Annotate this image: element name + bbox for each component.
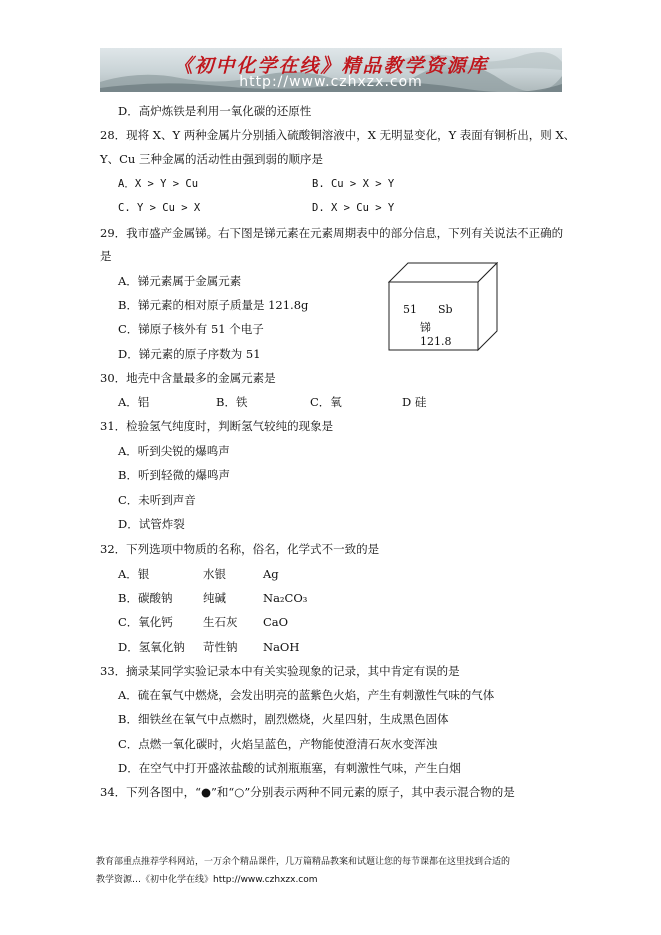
footer-line-2: 教学资源…《初中化学在线》http://www.czhxzx.com bbox=[96, 875, 318, 885]
q32-row-c-label: C．氧化钙 bbox=[118, 615, 173, 629]
element-number: 51 bbox=[403, 303, 417, 316]
q31-option-c: C．未听到声音 bbox=[118, 493, 196, 507]
question-28-text-cont: Y、Cu 三种金属的活动性由强到弱的顺序是 bbox=[100, 152, 323, 166]
prev-option-d: D．高炉炼铁是利用一氧化碳的还原性 bbox=[118, 104, 312, 118]
q32-row-d-formula: NaOH bbox=[263, 640, 300, 654]
q33-option-a: A．硫在氧气中燃烧，会发出明亮的蓝紫色火焰，产生有刺激性气味的气体 bbox=[118, 688, 495, 702]
q30-option-b: B．铁 bbox=[216, 395, 248, 409]
q28-option-b: B. Cu > X > Y bbox=[312, 178, 395, 190]
q32-row-a-formula: Ag bbox=[263, 567, 279, 581]
question-31-text: 31．检验氢气纯度时，判断氢气较纯的现象是 bbox=[100, 419, 334, 433]
banner-url[interactable]: http://www.czhxzx.com bbox=[239, 74, 423, 90]
question-28-text: 28．现将 X、Y 两种金属片分别插入硫酸铜溶液中，X 无明显变化，Y 表面有铜析出，则 X、 bbox=[100, 128, 576, 142]
q32-row-a-common: 水银 bbox=[203, 567, 226, 581]
q28-option-d: D. X > Cu > Y bbox=[312, 202, 395, 214]
q31-option-a: A．听到尖锐的爆鸣声 bbox=[118, 444, 230, 458]
q33-option-c: C．点燃一氧化碳时，火焰呈蓝色，产物能使澄清石灰水变浑浊 bbox=[118, 737, 438, 751]
element-name: 锑 bbox=[420, 321, 431, 334]
q33-option-d: D．在空气中打开盛浓盐酸的试剂瓶瓶塞，有刺激性气味，产生白烟 bbox=[118, 761, 461, 775]
q29-option-a: A．锑元素属于金属元素 bbox=[118, 274, 242, 288]
q32-row-b-label: B．碳酸钠 bbox=[118, 591, 173, 605]
element-symbol: Sb bbox=[438, 303, 453, 316]
question-29-text-cont: 是 bbox=[100, 249, 112, 263]
element-mass: 121.8 bbox=[420, 335, 452, 348]
footer-line-1: 教育部重点推荐学科网站，一万余个精品课件，几万篇精品教案和试题让您的每节课都在这里找到合适的 bbox=[96, 857, 511, 867]
q29-option-b: B．锑元素的相对原子质量是 121.8g bbox=[118, 298, 309, 312]
q30-option-a: A．铝 bbox=[118, 395, 150, 409]
question-30-text: 30．地壳中含量最多的金属元素是 bbox=[100, 371, 276, 385]
q31-option-d: D．试管炸裂 bbox=[118, 517, 185, 531]
q32-row-b-formula: Na₂CO₃ bbox=[263, 591, 308, 605]
question-32-text: 32．下列选项中物质的名称，俗名，化学式不一致的是 bbox=[100, 542, 380, 556]
q33-option-b: B．细铁丝在氧气中点燃时，剧烈燃烧，火星四射，生成黑色固体 bbox=[118, 712, 449, 726]
q30-option-d: D 硅 bbox=[402, 395, 427, 409]
q32-row-b-common: 纯碱 bbox=[203, 591, 226, 605]
q32-row-d-label: D．氢氧化钠 bbox=[118, 640, 185, 654]
q29-option-c: C．锑原子核外有 51 个电子 bbox=[118, 322, 264, 336]
question-34-text: 34．下列各图中，“●”和“○”分别表示两种不同元素的原子，其中表示混合物的是 bbox=[100, 785, 515, 799]
q31-option-b: B．听到轻微的爆鸣声 bbox=[118, 468, 230, 482]
q32-row-c-common: 生石灰 bbox=[203, 615, 238, 629]
q30-option-c: C．氧 bbox=[310, 395, 342, 409]
q28-option-c: C. Y > Cu > X bbox=[118, 202, 201, 214]
q28-option-a: A．X > Y > Cu bbox=[118, 178, 199, 190]
question-33-text: 33．摘录某同学实验记录本中有关实验现象的记录，其中肯定有误的是 bbox=[100, 664, 460, 678]
header-banner bbox=[100, 48, 562, 92]
q29-option-d: D．锑元素的原子序数为 51 bbox=[118, 347, 261, 361]
q32-row-c-formula: CaO bbox=[263, 615, 289, 629]
question-29-text: 29．我市盛产金属锑。右下图是锑元素在元素周期表中的部分信息，下列有关说法不正确的 bbox=[100, 226, 564, 240]
element-card bbox=[388, 262, 498, 352]
q32-row-d-common: 苛性钠 bbox=[203, 640, 238, 654]
banner-title: 《初中化学在线》精品教学资源库 bbox=[173, 55, 489, 77]
q32-row-a-label: A．银 bbox=[118, 567, 150, 581]
